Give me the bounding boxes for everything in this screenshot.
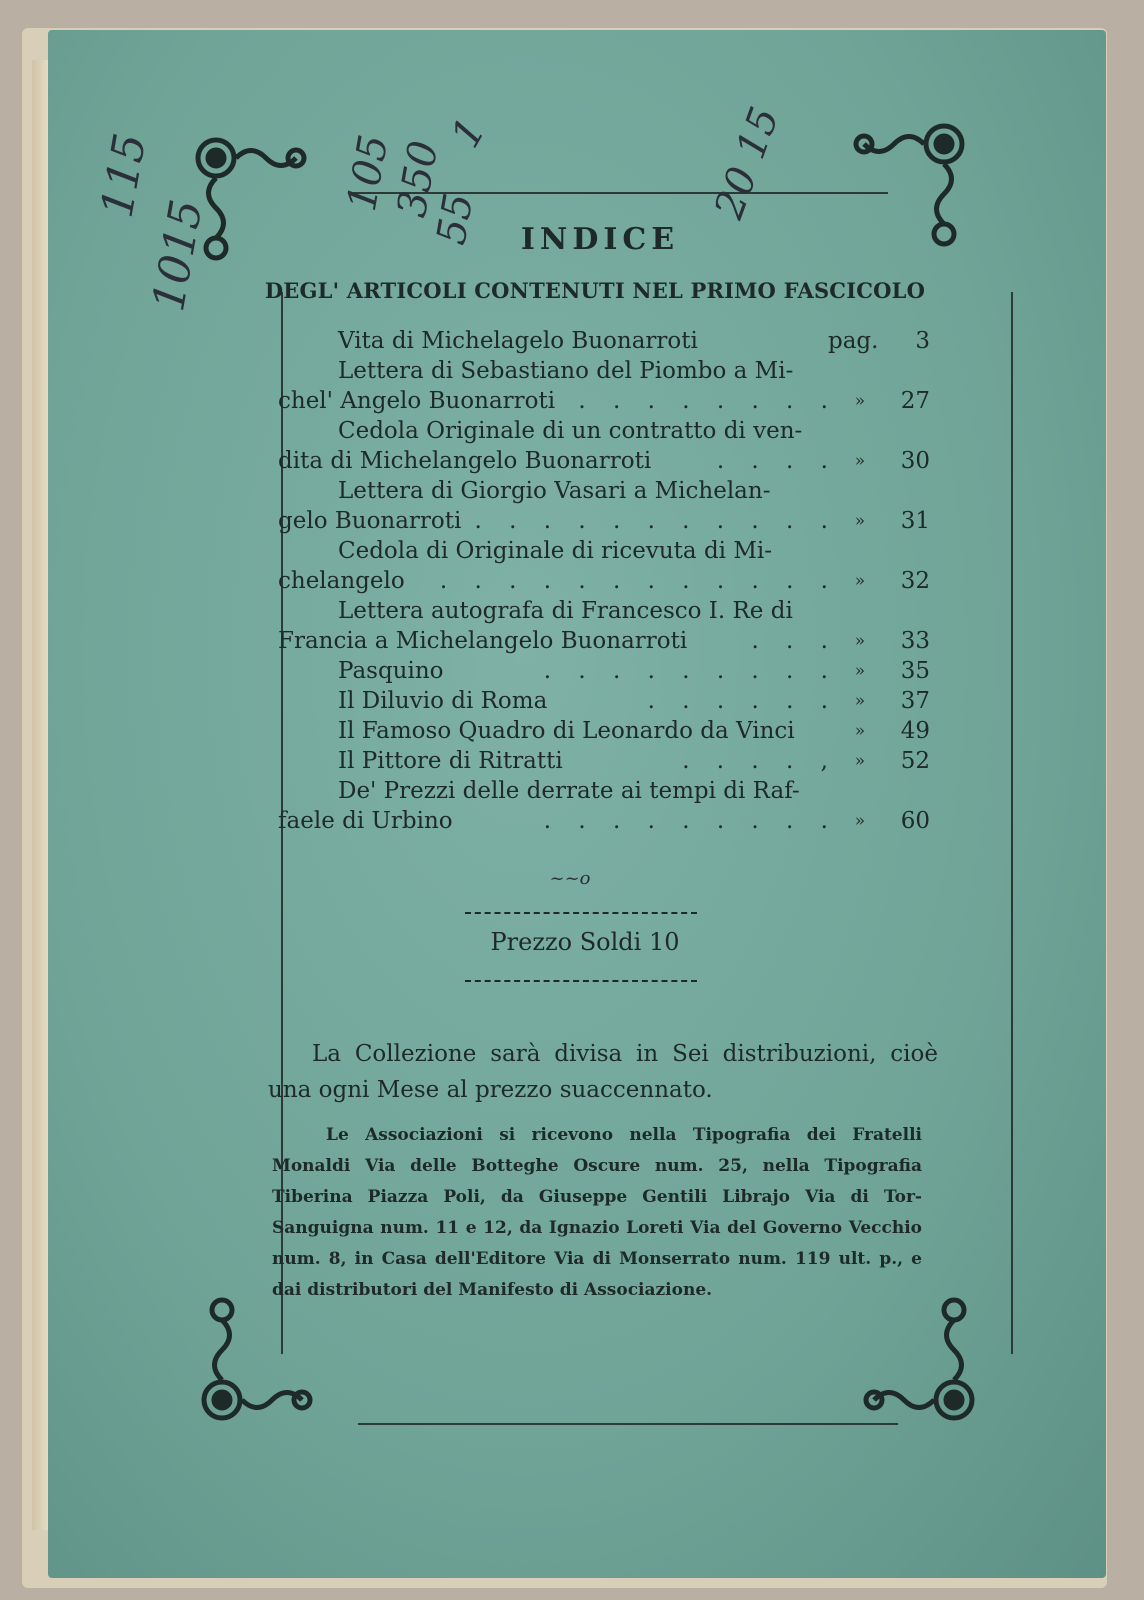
handwritten-note: 20 15 (706, 101, 789, 225)
toc-page-prefix: pag. (828, 328, 879, 354)
toc-page-number: 49 (900, 718, 930, 744)
toc-row (278, 656, 938, 686)
toc-row (278, 716, 938, 746)
toc-page-number: 35 (900, 658, 930, 684)
divider (465, 912, 697, 916)
toc-entry-title: Il Pittore di Ritratti (338, 748, 563, 774)
toc-page-number: 33 (900, 628, 930, 654)
toc-entry-title: Lettera di Giorgio Vasari a Michelan- (338, 478, 771, 504)
toc-row (278, 416, 938, 446)
page-title: INDICE (520, 222, 680, 257)
corner-ornament-icon (844, 114, 974, 264)
toc-entry-title: Pasquino (338, 658, 444, 684)
toc-leader-dots: . . . . . . . . (578, 388, 838, 414)
toc-entry-title: Il Famoso Quadro di Leonardo da Vinci (338, 718, 795, 744)
toc-row (278, 446, 938, 476)
toc-page-number: 52 (900, 748, 930, 774)
handwritten-note: 1 (442, 110, 496, 156)
handwritten-note: 55 (428, 189, 483, 249)
toc-entry-title: gelo Buonarroti (278, 508, 462, 534)
toc-leader-dots: . . . . . . . . . . . . (439, 568, 838, 594)
toc-entry-title: De' Prezzi delle derrate ai tempi di Raf- (338, 778, 800, 804)
toc-leader-dots: . . . . , (682, 748, 838, 774)
toc-ditto-mark: » (854, 571, 866, 591)
toc-leader-dots: . . . . . . . . . . . (474, 508, 838, 534)
toc-entry-title: chel' Angelo Buonarroti (278, 388, 556, 414)
page-subtitle: DEGL' ARTICOLI CONTENUTI NEL PRIMO FASCICOLO (264, 278, 926, 303)
toc-row (278, 626, 938, 656)
subscription-notice: Le Associazioni si ricevono nella Tipografia dei Fratelli Monaldi Via delle Botteghe Oscure num. 25, nella Tipografia Tiberina Piazza Poli, da Giuseppe Gentili Librajo Via di Tor-Sanguigna num. 11 e 12, da Ignazio Loreti Via del Governo Vecchio num. 8, in Casa dell'Editore Via di Monserrato num. 119 ult. p., e dai distributori del Manifesto di Associazione. (272, 1125, 922, 1300)
toc-leader-dots: . . . . . . . . . (543, 808, 838, 834)
toc-entry-title: Lettera di Sebastiano del Piombo a Mi- (338, 358, 794, 384)
divider (465, 980, 697, 984)
collection-notice: La Collezione sarà divisa in Sei distribuzioni, cioè una ogni Mese al prezzo suaccennato. (268, 1041, 938, 1103)
toc-row (278, 746, 938, 776)
toc-leader-dots: . . . . . . . . . (543, 658, 838, 684)
toc-entry-title: Francia a Michelangelo Buonarroti (278, 628, 688, 654)
toc-row (278, 356, 938, 386)
toc-entry-title: faele di Urbino (278, 808, 453, 834)
toc-row (278, 776, 938, 806)
toc-page-number: 30 (900, 448, 930, 474)
table-of-contents (278, 326, 938, 836)
handwritten-note: 115 (91, 129, 157, 222)
toc-entry-title: Cedola Originale di un contratto di ven- (338, 418, 803, 444)
toc-page-number: 31 (900, 508, 930, 534)
toc-ditto-mark: » (854, 511, 866, 531)
toc-row (278, 506, 938, 536)
toc-row (278, 536, 938, 566)
toc-page-number: 60 (900, 808, 930, 834)
toc-entry-title: Lettera autografa di Francesco I. Re di (338, 598, 793, 624)
toc-row (278, 566, 938, 596)
toc-row (278, 806, 938, 836)
toc-page-number: 37 (900, 688, 930, 714)
toc-page-number: 3 (915, 328, 930, 354)
toc-row (278, 386, 938, 416)
ink-flourish: ~~o (549, 868, 591, 889)
toc-ditto-mark: » (854, 391, 866, 411)
toc-entry-title: Cedola di Originale di ricevuta di Mi- (338, 538, 773, 564)
toc-leader-dots: . . . . . . (647, 688, 838, 714)
toc-row (278, 686, 938, 716)
toc-row (278, 476, 938, 506)
frame-bottom-rule (358, 1423, 898, 1425)
toc-entry-title: dita di Michelangelo Buonarroti (278, 448, 652, 474)
handwritten-note: 105 (338, 131, 398, 215)
toc-page-number: 27 (900, 388, 930, 414)
toc-row (278, 326, 938, 356)
toc-ditto-mark: » (854, 811, 866, 831)
handwritten-note: 1015 (143, 195, 213, 316)
toc-row (278, 596, 938, 626)
toc-entry-title: Il Diluvio di Roma (338, 688, 548, 714)
handwritten-note: 350 (388, 137, 448, 221)
toc-ditto-mark: » (854, 691, 866, 711)
price-label: Prezzo Soldi 10 (490, 928, 680, 956)
toc-ditto-mark: » (854, 751, 866, 771)
toc-leader-dots: . . . . (716, 448, 838, 474)
toc-leader-dots: . . . (751, 628, 838, 654)
toc-ditto-mark: » (854, 451, 866, 471)
toc-ditto-mark: » (854, 661, 866, 681)
toc-page-number: 32 (900, 568, 930, 594)
toc-ditto-mark: » (854, 631, 866, 651)
toc-entry-title: chelangelo (278, 568, 405, 594)
toc-entry-title: Vita di Michelagelo Buonarroti (338, 328, 698, 354)
toc-ditto-mark: » (854, 721, 866, 741)
